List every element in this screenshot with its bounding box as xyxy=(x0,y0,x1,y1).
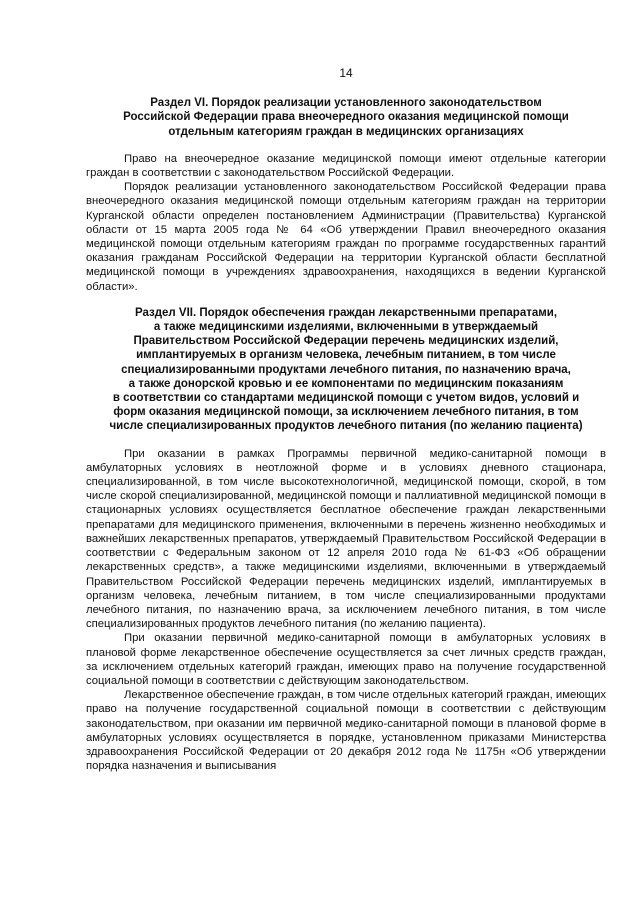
section-7-paragraph: Лекарственное обеспечение граждан, в том числе отдельных категорий граждан, имеющих право на получение государственной социальной помощи в соответствии с действующим законодательством, при оказании им первичной медико-санитарной помощи в плановой форме в амбулаторных условиях осуществляется в порядке, установленном приказами Министерства здравоохранения Российской Федерации от 20 декабря 2012 года № 1175н «Об утверждении порядка назначения и выписывания xyxy=(86,689,606,773)
section-7-paragraph: При оказании первичной медико-санитарной помощи в амбулаторных условиях в плановой форме лекарственное обеспечение осуществляется за счет личных средств граждан, за исключением отдельных категорий граждан, имеющих право на получение государственной социальной помощи в соответствии с действующим законодательством. xyxy=(86,632,606,687)
page-number: 14 xyxy=(339,66,353,80)
spacer xyxy=(86,294,606,306)
section-7-title-line: специализированными продуктами лечебного питания, по назначению врача, xyxy=(121,363,571,376)
section-7-title-line: имплантируемых в организм человека, лечебным питанием, в том числе xyxy=(136,349,556,362)
section-6-paragraph: Право на внеочередное оказание медицинской помощи имеют отдельные категории граждан в соответствии с законодательством Российской Федерации. xyxy=(86,152,606,180)
section-7-paragraph: При оказании в рамках Программы первичной медико-санитарной помощи в амбулаторных условиях в неотложной форме и в условиях дневного стационара, специализированной, в том числе высокотехнологичной, медицинской помощи, скорой, в том числе скорой специализированной, медицинской помощи и паллиативной медицинской помощи в стационарных условиях осуществляется бесплатное обеспечение граждан лекарственными препаратами для медицинского применения, включенными в перечень жизненно необходимых и важнейших лекарственных препаратов, утверждаемый Правительством Российской Федерации в соответствии с Федеральным законом от 12 апреля 2010 года № 61-ФЗ «Об обращении лекарственных средств», а также медицинскими изделиями, включенными в утверждаемый Правительством Российской Федерации перечень медицинских изделий, имплантируемых в организм человека, лечебным питанием, в том числе специализированными продуктами лечебного питания, по назначению врача, за исключением лечебного питания, в том числе специализированных продуктов лечебного питания (по желанию пациента). xyxy=(86,447,606,631)
section-7-title-line: в соответствии со стандартами медицинской помощи с учетом видов, условий и xyxy=(112,392,580,405)
section-6-title-line: Российской Федерации права внеочередного оказания медицинской помощи xyxy=(123,111,569,124)
section-7-title-line: а также донорской кровью и ее компонентами по медицинским показаниям xyxy=(128,377,564,390)
section-7-title-line: форм оказания медицинской помощи, за исключением лечебного питания, в том xyxy=(113,406,579,419)
section-7-title-line: Раздел VII. Порядок обеспечения граждан лекарственными препаратами, xyxy=(134,306,558,319)
section-7-title xyxy=(86,306,606,434)
section-6-title xyxy=(86,96,606,139)
section-6-title-line: отдельным категориям граждан в медицинских организациях xyxy=(168,125,524,138)
section-7-title-line: числе специализированных продуктов лечебного питания (по желанию пациента) xyxy=(109,420,583,433)
section-6-paragraph: Порядок реализации установленного законодательством Российской Федерации права внеочередного оказания медицинской помощи отдельным категориям граждан на территории Курганской области определен постановлением Администрации (Правительства) Курганской области от 15 марта 2005 года № 64 «Об утверждении Правил внеочередного оказания медицинской помощи отдельным категориям граждан по программе государственных гарантий оказания гражданам Российской Федерации на территории Курганской области бесплатной медицинской помощи в учреждениях здравоохранения, находящихся в ведении Курганской области». xyxy=(86,181,606,293)
section-7-title-line: Правительством Российской Федерации перечень медицинских изделий, xyxy=(133,335,559,348)
section-6-title-line: Раздел VI. Порядок реализации установленного законодательством xyxy=(150,97,542,110)
section-7-title-line: а также медицинскими изделиями, включенными в утверждаемый xyxy=(153,321,539,334)
